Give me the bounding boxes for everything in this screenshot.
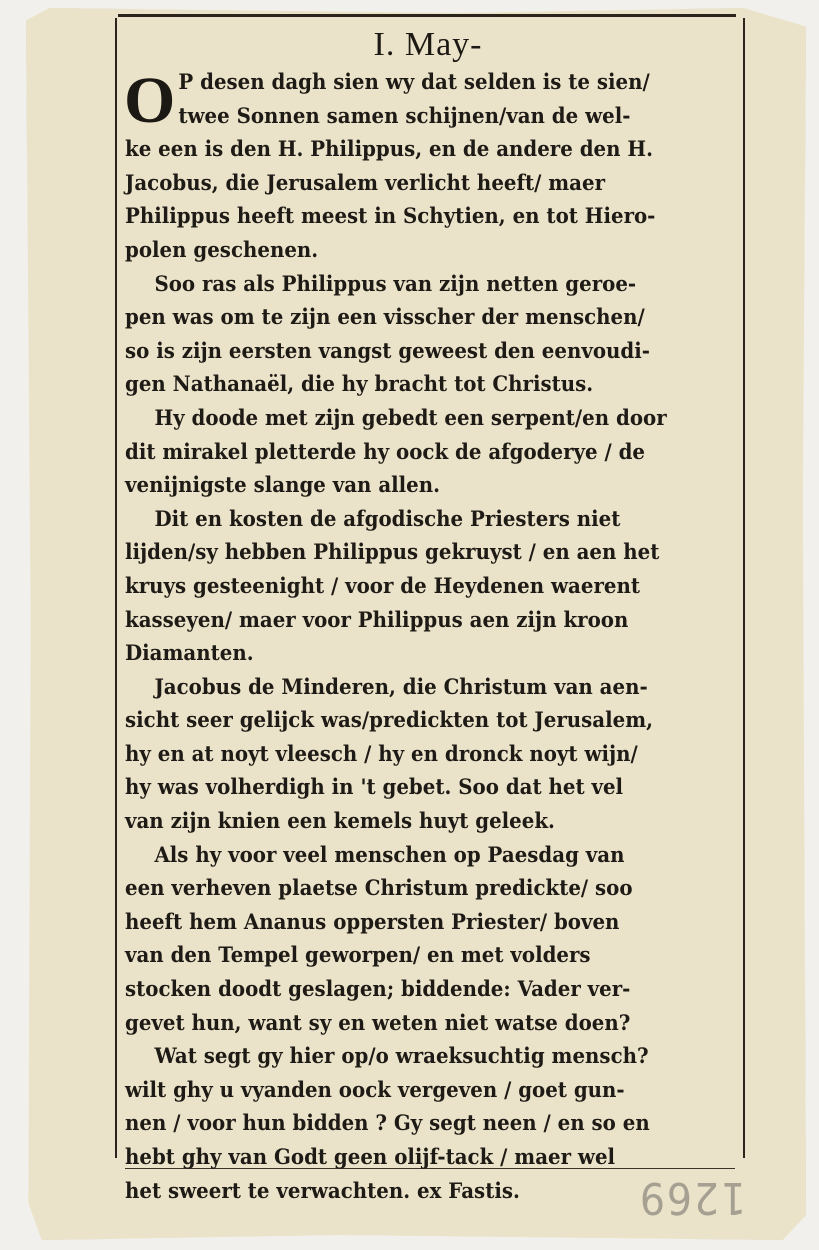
text-line: hy en at noyt vleesch / hy en dronck noyt wijn/ [125,741,638,767]
paragraph [125,268,686,402]
text-line: een verheven plaetse Christum predickte/ soo [125,876,633,902]
text-line: Wat segt gy hier op/o wraeksuchtig mensch? [154,1044,649,1070]
text-line: sicht seer gelijck was/predickten tot Jerusalem, [125,708,654,734]
text-line: hebt ghy van Godt geen olijf-tack / maer wel [125,1145,616,1170]
text-line: lijden/sy hebben Philippus gekruyst / en aen het [125,540,660,566]
paragraph [125,503,686,671]
text-line: Philippus heeft meest in Schytien, en tot Hiero- [125,204,656,230]
text-line: P desen dagh sien wy dat selden is te sien/ [178,70,650,95]
text-line: dit mirakel pletterde hy oock de afgoderye / de [125,439,646,465]
drop-cap: O [124,64,176,137]
text-line: ke een is den H. Philippus, en de andere den H. [125,137,653,163]
paragraph [125,839,686,1041]
text-line: heeft hem Ananus oppersten Priester/ boven [125,909,620,935]
text-line: wilt ghy u vyanden oock vergeven / goet gun- [125,1077,625,1103]
page-title: I. May- [373,26,483,63]
paragraph [125,1040,686,1208]
text-line: Als hy voor veel menschen op Paesdag van [154,842,625,868]
text-line: Dit en kosten de afgodische Priesters niet [154,506,621,532]
text-line: Jacobus de Minderen, die Christum van aen- [154,674,648,700]
paragraph [125,402,686,503]
text-line: kasseyen/ maer voor Philippus aen zijn kroon [125,607,629,633]
text-line: Soo ras als Philippus van zijn netten geroe- [154,271,637,297]
text-line: polen geschenen. [125,237,319,263]
text-line: so is zijn eersten vangst geweest den eenvoudi- [125,338,650,364]
text-line: Hy doode met zijn gebedt een serpent/en door [154,405,667,431]
text-line: hy was volherdigh in 't gebet. Soo dat het vel [125,775,624,801]
handwritten-number: 1269 [637,1172,746,1223]
text-line: pen was om te zijn een visscher der menschen/ [125,305,645,331]
body-text [125,66,686,1208]
text-line: gen Nathanaël, die hy bracht tot Christus. [125,372,594,398]
top-rule [118,14,736,17]
paragraph [125,66,686,268]
text-line: van den Tempel geworpen/ en met volders [125,943,591,969]
text-line: venijnigste slange van allen. [125,473,441,499]
text-line: stocken doodt geslagen; biddende: Vader ver- [125,977,631,1003]
text-line: het sweert te verwachten. ex Fastis. [125,1178,520,1204]
text-line: twee Sonnen samen schijnen/van de wel- [178,103,631,129]
text-line: gevet hun, want sy en weten niet watse doen? [125,1010,631,1036]
text-line: kruys gesteenight / voor de Heydenen waerent [125,573,640,599]
text-line: nen / voor hun bidden ? Gy segt neen / en so en [125,1111,650,1137]
text-line: van zijn knien een kemels huyt geleek. [125,809,555,835]
text-line: Jacobus, die Jerusalem verlicht heeft/ maer [125,170,605,196]
paragraph [125,671,686,839]
text-line: Diamanten. [125,641,254,667]
